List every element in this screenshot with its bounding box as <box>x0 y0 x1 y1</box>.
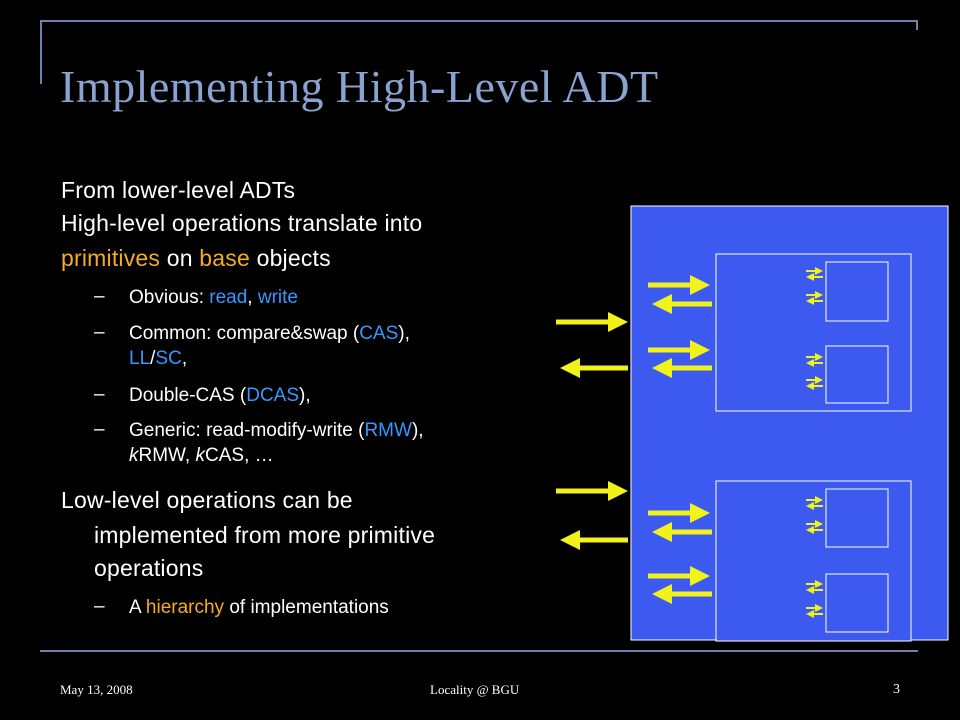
intro-line-3: primitives on base objects <box>61 245 331 271</box>
term-base: base <box>199 245 250 271</box>
base-object-box <box>826 262 888 321</box>
term-write: write <box>257 287 298 308</box>
bullet-dash: – <box>94 322 105 343</box>
term-ll: LL <box>129 348 151 369</box>
intro-line-2: High-level operations translate into <box>61 210 423 236</box>
low-level-line-2: implemented from more primitive <box>94 522 436 548</box>
bullet-common-cont: LL/SC, <box>129 348 188 369</box>
bullet-dcas: Double-CAS (DCAS), <box>129 385 311 406</box>
bullet-dash: – <box>94 384 105 405</box>
term-sc: SC <box>155 348 182 369</box>
slide-title: Implementing High-Level ADT <box>60 61 659 112</box>
low-level-line-1: Low-level operations can be <box>61 487 353 513</box>
bullet-dash: – <box>94 419 105 440</box>
base-object-box <box>826 574 888 632</box>
bullet-dash: – <box>94 596 105 617</box>
bullet-common: Common: compare&swap (CAS), <box>129 323 410 344</box>
term-hierarchy: hierarchy <box>145 597 225 618</box>
base-object-box <box>826 346 888 403</box>
term-dcas: DCAS <box>246 385 300 406</box>
footer-date: May 13, 2008 <box>60 682 133 697</box>
low-level-line-3: operations <box>94 555 204 581</box>
intro-line-1: From lower-level ADTs <box>61 177 296 203</box>
bullet-hierarchy: A hierarchy of implementations <box>129 597 389 618</box>
bullet-dash: – <box>94 286 105 307</box>
page-number: 3 <box>893 682 900 697</box>
bullet-generic: Generic: read-modify-write (RMW), <box>129 420 424 441</box>
footer-center: Locality @ BGU <box>430 682 520 697</box>
bullet-generic-cont: kRMW, kCAS, … <box>129 445 274 466</box>
term-read: read <box>209 287 248 308</box>
term-rmw: RMW <box>364 420 412 441</box>
bullet-obvious: Obvious: read, write <box>129 287 298 308</box>
base-object-box <box>826 489 888 547</box>
term-primitives: primitives <box>61 245 161 271</box>
term-cas: CAS <box>359 323 399 344</box>
